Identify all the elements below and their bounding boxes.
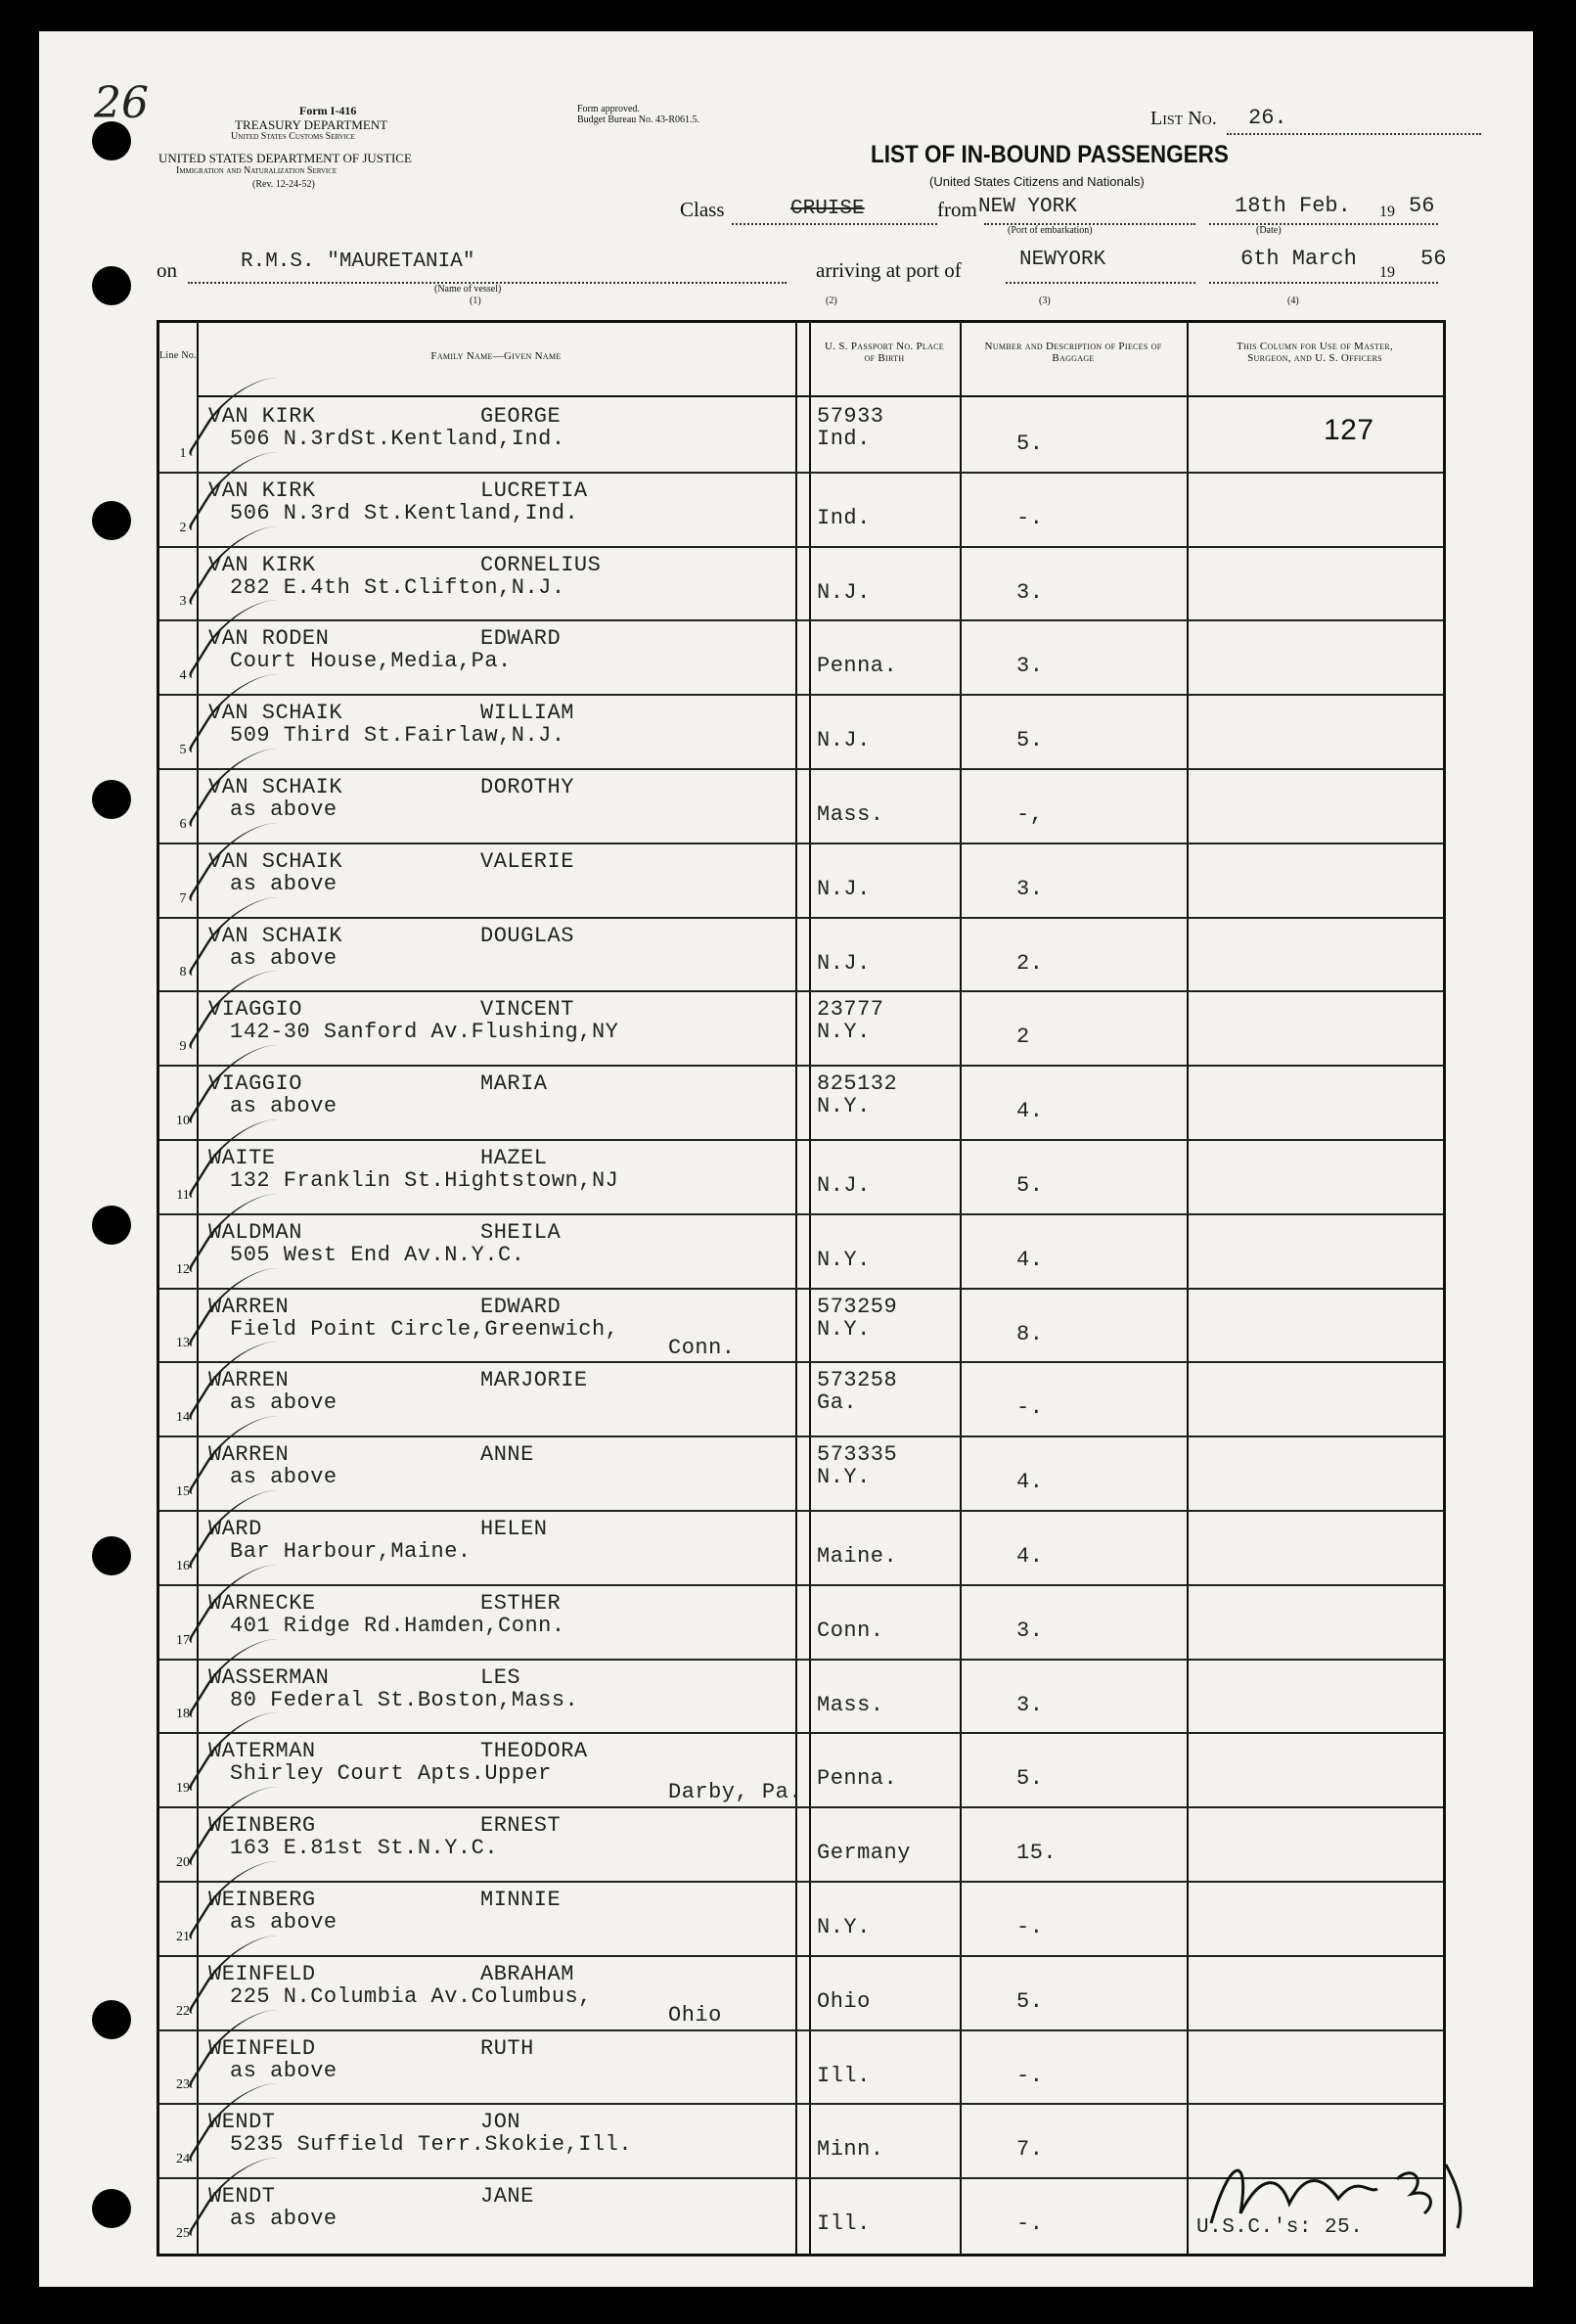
revision: (Rev. 12-24-52) bbox=[252, 179, 315, 190]
place-of-birth: N.J. bbox=[817, 950, 871, 976]
passport-number: 825132 bbox=[817, 1071, 898, 1097]
table-row bbox=[159, 2029, 1443, 2104]
family-name: WARREN bbox=[208, 1368, 290, 1393]
given-name: JANE bbox=[480, 2184, 534, 2210]
col-num-2: (2) bbox=[826, 296, 837, 306]
given-name: JON bbox=[480, 2110, 521, 2135]
officer-note: 127 bbox=[1324, 414, 1374, 446]
line-number: 16 bbox=[176, 1558, 190, 1573]
baggage-count: 4. bbox=[1016, 1544, 1044, 1569]
place-of-birth: N.Y. bbox=[817, 1915, 871, 1939]
place-of-birth: N.Y. bbox=[817, 1465, 871, 1490]
given-name: DOUGLAS bbox=[480, 923, 574, 948]
baggage-count: 2. bbox=[1016, 950, 1044, 976]
address-continued: Darby, Pa. bbox=[668, 1780, 803, 1805]
family-name: WARD bbox=[208, 1517, 262, 1541]
given-name: SHEILA bbox=[480, 1219, 562, 1245]
table-row bbox=[159, 917, 1443, 991]
baggage-count: -. bbox=[1016, 505, 1044, 530]
given-name: EDWARD bbox=[480, 1294, 562, 1319]
family-name: VAN KIRK bbox=[208, 552, 316, 577]
given-name: MARIA bbox=[480, 1071, 548, 1097]
header-baggage: Number and Description of Pieces of Baggage bbox=[984, 341, 1162, 364]
place-of-birth: Penna. bbox=[817, 654, 898, 679]
family-name: WARREN bbox=[208, 1442, 290, 1468]
line-number: 7 bbox=[179, 890, 187, 906]
baggage-count: 3. bbox=[1016, 1692, 1044, 1717]
given-name: DOROTHY bbox=[480, 775, 574, 799]
address: 142-30 Sanford Av.Flushing,NY bbox=[230, 1020, 619, 1045]
family-name: VAN SCHAIK bbox=[208, 923, 343, 948]
address: as above bbox=[230, 945, 338, 971]
address: 5235 Suffield Terr.Skokie,Ill. bbox=[230, 2132, 633, 2158]
given-name: LES bbox=[480, 1664, 521, 1690]
budget-bureau: Budget Bureau No. 43-R061.5. bbox=[577, 114, 699, 125]
family-name: WEINFELD bbox=[208, 2035, 316, 2061]
place-of-birth: Mass. bbox=[817, 802, 884, 827]
line-number: 22 bbox=[176, 2003, 190, 2019]
binder-hole bbox=[92, 2000, 131, 2039]
given-name: ERNEST bbox=[480, 1813, 562, 1839]
table-row bbox=[159, 843, 1443, 917]
family-name: WATERMAN bbox=[208, 1739, 316, 1764]
table-row bbox=[159, 1806, 1443, 1881]
table-row bbox=[159, 1361, 1443, 1435]
line-number: 11 bbox=[176, 1187, 190, 1203]
family-name: WEINBERG bbox=[208, 1813, 316, 1839]
family-name: VAN SCHAIK bbox=[208, 701, 343, 726]
address: 505 West End Av.N.Y.C. bbox=[230, 1242, 525, 1267]
given-name: VINCENT bbox=[480, 997, 574, 1023]
place-of-birth: N.J. bbox=[817, 579, 871, 605]
address: Bar Harbour,Maine. bbox=[230, 1539, 472, 1564]
baggage-count: -, bbox=[1016, 802, 1044, 827]
table-row bbox=[159, 546, 1443, 620]
place-of-birth: Ind. bbox=[817, 505, 871, 530]
address: as above bbox=[230, 1910, 338, 1935]
line-number: 8 bbox=[179, 965, 187, 980]
table-row bbox=[159, 1659, 1443, 1733]
place-of-birth: Ohio bbox=[817, 1988, 871, 2014]
address: as above bbox=[230, 797, 338, 822]
vessel-label: (Name of vessel) bbox=[434, 284, 502, 295]
given-name: LUCRETIA bbox=[480, 478, 588, 503]
given-name: ABRAHAM bbox=[480, 1961, 574, 1986]
table-row bbox=[159, 1955, 1443, 2029]
passport-number: 57933 bbox=[817, 404, 884, 429]
date-label: (Date) bbox=[1256, 225, 1282, 236]
table-row bbox=[159, 768, 1443, 843]
binder-hole bbox=[92, 266, 131, 305]
header-officers: This Column for Use of Master, Surgeon, and U. S. Officers bbox=[1237, 341, 1393, 364]
baggage-count: 5. bbox=[1016, 1988, 1044, 2014]
date-value: 18th Feb. bbox=[1235, 194, 1351, 218]
header-passport: U. S. Passport No. Place of Birth bbox=[825, 341, 944, 364]
passport-number: 573258 bbox=[817, 1368, 898, 1393]
officer-signature bbox=[1201, 2135, 1495, 2243]
baggage-count: 15. bbox=[1016, 1841, 1058, 1866]
passenger-table bbox=[157, 320, 1446, 2256]
place-of-birth: Ind. bbox=[817, 427, 871, 451]
year-prefix: 19 bbox=[1379, 204, 1395, 220]
baggage-count: 4. bbox=[1016, 1099, 1044, 1124]
list-no-value: 26. bbox=[1248, 106, 1287, 130]
line-number: 10 bbox=[176, 1113, 190, 1128]
line-number: 20 bbox=[176, 1854, 190, 1870]
arrival-year-prefix: 19 bbox=[1379, 264, 1395, 281]
given-name: EDWARD bbox=[480, 626, 562, 652]
address: 225 N.Columbia Av.Columbus, bbox=[230, 1983, 592, 2009]
place-of-birth: N.J. bbox=[817, 876, 871, 901]
year-value: 56 bbox=[1409, 194, 1435, 218]
given-name: ANNE bbox=[480, 1442, 534, 1468]
address: 506 N.3rdSt.Kentland,Ind. bbox=[230, 427, 565, 451]
passport-number: 573335 bbox=[817, 1442, 898, 1468]
address: 80 Federal St.Boston,Mass. bbox=[230, 1687, 579, 1712]
place-of-birth: Penna. bbox=[817, 1766, 898, 1792]
place-of-birth: Conn. bbox=[817, 1618, 884, 1643]
line-number: 3 bbox=[179, 594, 187, 610]
line-number: 2 bbox=[179, 520, 187, 535]
table-row bbox=[159, 1584, 1443, 1659]
binder-hole bbox=[92, 2189, 131, 2228]
baggage-count: 5. bbox=[1016, 728, 1044, 753]
binder-hole bbox=[92, 1206, 131, 1245]
place-of-birth: Minn. bbox=[817, 2137, 884, 2163]
family-name: WENDT bbox=[208, 2110, 276, 2135]
place-of-birth: N.Y. bbox=[817, 1316, 871, 1342]
customs-service: United States Customs Service bbox=[231, 131, 355, 142]
family-name: WASSERMAN bbox=[208, 1664, 330, 1690]
address: 509 Third St.Fairlaw,N.J. bbox=[230, 723, 565, 749]
table-row bbox=[159, 397, 1443, 472]
arrival-year: 56 bbox=[1420, 247, 1447, 271]
table-row bbox=[159, 1510, 1443, 1584]
col-num-3: (3) bbox=[1039, 296, 1051, 306]
given-name: MINNIE bbox=[480, 1888, 562, 1912]
line-number: 9 bbox=[179, 1039, 187, 1055]
address: 282 E.4th St.Clifton,N.J. bbox=[230, 574, 565, 600]
baggage-count: -. bbox=[1016, 1915, 1044, 1939]
baggage-count: 3. bbox=[1016, 579, 1044, 605]
family-name: WALDMAN bbox=[208, 1219, 302, 1245]
family-name: VAN KIRK bbox=[208, 404, 316, 429]
line-number: 4 bbox=[179, 668, 187, 684]
binder-hole bbox=[92, 1536, 131, 1575]
baggage-count: 3. bbox=[1016, 1618, 1044, 1643]
family-name: WARREN bbox=[208, 1294, 290, 1319]
arrival-port: NEWYORK bbox=[1019, 249, 1106, 271]
baggage-count: 5. bbox=[1016, 1766, 1044, 1792]
baggage-count: 3. bbox=[1016, 876, 1044, 901]
line-number: 23 bbox=[176, 2077, 190, 2093]
line-number: 24 bbox=[176, 2152, 190, 2167]
place-of-birth: N.Y. bbox=[817, 1020, 871, 1045]
line-number: 19 bbox=[176, 1781, 190, 1797]
address: 506 N.3rd St.Kentland,Ind. bbox=[230, 500, 579, 525]
baggage-count: -. bbox=[1016, 2063, 1044, 2088]
header-name: Family Name—Given Name bbox=[430, 350, 562, 362]
given-name: HELEN bbox=[480, 1517, 548, 1541]
family-name: VAN KIRK bbox=[208, 478, 316, 503]
port-embarkation-label: (Port of embarkation) bbox=[1008, 225, 1093, 236]
family-name: WARNECKE bbox=[208, 1590, 316, 1616]
family-name: WAITE bbox=[208, 1146, 276, 1170]
address: as above bbox=[230, 1465, 338, 1490]
given-name: RUTH bbox=[480, 2035, 534, 2061]
address: as above bbox=[230, 871, 338, 896]
table-row bbox=[159, 619, 1443, 694]
table-row bbox=[159, 1139, 1443, 1213]
baggage-count: -. bbox=[1016, 2211, 1044, 2237]
baggage-count: 5. bbox=[1016, 432, 1044, 456]
address: as above bbox=[230, 2207, 338, 2232]
address: as above bbox=[230, 1094, 338, 1119]
vessel-value: R.M.S. "MAURETANIA" bbox=[241, 251, 475, 273]
address-continued: Conn. bbox=[668, 1335, 736, 1360]
class-label: Class bbox=[680, 198, 725, 221]
page-title: LIST OF IN-BOUND PASSENGERS bbox=[871, 141, 1229, 168]
table-row bbox=[159, 1213, 1443, 1288]
given-name: ESTHER bbox=[480, 1590, 562, 1616]
address: as above bbox=[230, 2058, 338, 2083]
line-number: 12 bbox=[176, 1261, 190, 1277]
line-number: 17 bbox=[176, 1632, 190, 1648]
arrival-date: 6th March bbox=[1240, 247, 1357, 271]
table-row bbox=[159, 1288, 1443, 1362]
place-of-birth: N.Y. bbox=[817, 1247, 871, 1272]
given-name: MARJORIE bbox=[480, 1368, 588, 1393]
address: Court House,Media,Pa. bbox=[230, 649, 512, 674]
place-of-birth: N.Y. bbox=[817, 1094, 871, 1119]
binder-hole bbox=[92, 780, 131, 819]
given-name: GEORGE bbox=[480, 404, 562, 429]
on-label: on bbox=[157, 258, 177, 282]
document-page bbox=[39, 31, 1533, 2287]
baggage-count: 4. bbox=[1016, 1247, 1044, 1272]
form-approved: Form approved. bbox=[577, 104, 640, 114]
corner-note: 26 bbox=[94, 78, 149, 128]
line-number: 14 bbox=[176, 1410, 190, 1426]
passport-number: 23777 bbox=[817, 997, 884, 1023]
place-of-birth: Ill. bbox=[817, 2211, 871, 2237]
place-of-birth: Maine. bbox=[817, 1544, 898, 1569]
address-continued: Ohio bbox=[668, 2002, 722, 2028]
class-value: CRUISE bbox=[790, 198, 865, 220]
from-value: NEW YORK bbox=[978, 196, 1077, 218]
family-name: WENDT bbox=[208, 2184, 276, 2210]
line-number: 21 bbox=[176, 1929, 190, 1944]
address: Shirley Court Apts.Upper bbox=[230, 1761, 552, 1787]
binder-hole bbox=[92, 501, 131, 540]
line-number: 25 bbox=[176, 2225, 190, 2241]
address: 401 Ridge Rd.Hamden,Conn. bbox=[230, 1613, 565, 1638]
baggage-count: 5. bbox=[1016, 1173, 1044, 1198]
dept-justice: UNITED STATES DEPARTMENT OF JUSTICE bbox=[158, 151, 412, 165]
baggage-count: 2 bbox=[1016, 1025, 1030, 1050]
col-num-4: (4) bbox=[1287, 296, 1299, 306]
place-of-birth: N.J. bbox=[817, 728, 871, 753]
address: as above bbox=[230, 1390, 338, 1416]
place-of-birth: Ill. bbox=[817, 2063, 871, 2088]
ins-label: Immigration and Naturalization Service bbox=[176, 165, 338, 176]
family-name: WEINFELD bbox=[208, 1961, 316, 1986]
table-row bbox=[159, 472, 1443, 546]
line-number: 5 bbox=[179, 742, 187, 757]
family-name: VAN SCHAIK bbox=[208, 848, 343, 874]
table-row bbox=[159, 990, 1443, 1065]
table-row bbox=[159, 1065, 1443, 1139]
address: 132 Franklin St.Hightstown,NJ bbox=[230, 1168, 619, 1193]
baggage-count: 3. bbox=[1016, 654, 1044, 679]
officer-note: U.S.C.'s: 25. bbox=[1196, 2216, 1364, 2240]
from-label: from bbox=[937, 198, 977, 221]
table-row bbox=[159, 1732, 1443, 1806]
given-name: VALERIE bbox=[480, 848, 574, 874]
family-name: VIAGGIO bbox=[208, 1071, 302, 1097]
dept-treasury: TREASURY DEPARTMENT bbox=[235, 117, 388, 132]
line-number: 13 bbox=[176, 1336, 190, 1351]
baggage-count: 4. bbox=[1016, 1470, 1044, 1495]
family-name: VAN SCHAIK bbox=[208, 775, 343, 799]
address: 163 E.81st St.N.Y.C. bbox=[230, 1836, 499, 1861]
given-name: HAZEL bbox=[480, 1146, 548, 1170]
baggage-count: 7. bbox=[1016, 2137, 1044, 2163]
passport-number: 573259 bbox=[817, 1294, 898, 1319]
given-name: CORNELIUS bbox=[480, 552, 602, 577]
table-row bbox=[159, 694, 1443, 768]
baggage-count: 8. bbox=[1016, 1321, 1044, 1346]
baggage-count: -. bbox=[1016, 1395, 1044, 1421]
place-of-birth: Germany bbox=[817, 1841, 911, 1866]
form-number: Form I-416 bbox=[299, 104, 357, 117]
vessel-col-num: (1) bbox=[470, 296, 481, 306]
table-row bbox=[159, 1881, 1443, 1955]
line-number: 6 bbox=[179, 816, 187, 832]
header-line-no: Line No. bbox=[159, 350, 197, 361]
place-of-birth: N.J. bbox=[817, 1173, 871, 1198]
place-of-birth: Ga. bbox=[817, 1390, 858, 1416]
place-of-birth: Mass. bbox=[817, 1692, 884, 1717]
list-no-label: List No. bbox=[1150, 108, 1217, 129]
line-number: 18 bbox=[176, 1707, 190, 1722]
table-row bbox=[159, 1435, 1443, 1510]
address: Field Point Circle,Greenwich, bbox=[230, 1316, 619, 1342]
line-number: 1 bbox=[179, 445, 187, 461]
given-name: THEODORA bbox=[480, 1739, 588, 1764]
family-name: VAN RODEN bbox=[208, 626, 330, 652]
arriving-label: arriving at port of bbox=[816, 258, 962, 282]
given-name: WILLIAM bbox=[480, 701, 574, 726]
line-number: 15 bbox=[176, 1483, 190, 1499]
family-name: VIAGGIO bbox=[208, 997, 302, 1023]
page-subtitle: (United States Citizens and Nationals) bbox=[929, 174, 1145, 189]
family-name: WEINBERG bbox=[208, 1888, 316, 1912]
